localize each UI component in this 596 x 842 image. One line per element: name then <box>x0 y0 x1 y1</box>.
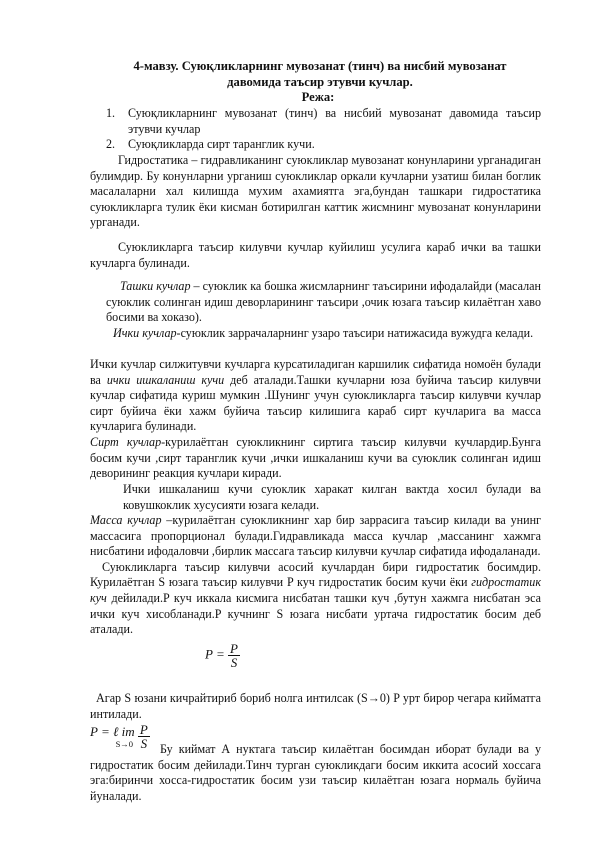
title-line-2: давомида таъсир этувчи кучлар. <box>227 75 413 89</box>
plan-heading: Режа: <box>301 90 335 104</box>
paragraph-friction <box>90 357 541 435</box>
paragraph-force-classification: Суюкликларга таъсир килувчи кучлар куйилиш усулига караб ички ва ташки кучларга булинади. <box>90 239 541 270</box>
plan-item <box>106 137 541 153</box>
formula-numerator: P <box>229 641 238 656</box>
paragraph-limit <box>90 691 541 722</box>
mass-forces-text: –курилаётган суюкликнинг хар бир заррасига таъсир килади ва унинг массасига пропорционал булади.Гидравликада масса кучлар ,массанинг хажмга нисбатини ифодаловчи ,бирлик массага таъсир килувчи кучлар сифатида ифодаланади. <box>90 513 541 559</box>
friction-text-a: Ички кучлар силжитувчи кучларга курсатиладиган каршилик сифатида номоён булади ва <box>90 357 541 387</box>
formula-lhs: P = <box>205 646 225 662</box>
text-block-forces <box>90 357 541 482</box>
paragraph-hydrostatics: Гидростатика – гидравликанинг суюкликлар мувозанат конунларини урганадиган булимдир. Бу конунларни урганиш суюкликлар оркали кучларни узатиш билан боглик масалаларни хал килишда мухим ахамиятга эга,бундан ташкари гидростатика суюкликларга тулик ёки кисман ботирилган каттик жисмнинг мувозанат конунларини урганади. <box>90 153 541 230</box>
term-surface-forces: Сирт кучлар <box>90 434 162 449</box>
formula-denominator: S <box>230 655 238 670</box>
term-external-forces: Ташки кучлар <box>120 279 191 293</box>
paragraph-mass-forces <box>90 513 541 560</box>
viscosity-text: Ички ишкаланиш кучи суюклик харакат килган вактда хосил булади ва ковушкоклик хусусияти юзага келади. <box>123 482 541 512</box>
term-internal-forces: Ички кучлар <box>113 326 177 340</box>
paragraph-hydrostatic-pressure <box>90 560 541 638</box>
formula-average-pressure <box>205 642 240 669</box>
plan-item-number: 1. <box>106 106 116 120</box>
text-block-main <box>90 153 541 271</box>
plan-list <box>106 106 541 153</box>
formula-limit-denominator: S <box>140 736 148 751</box>
surface-forces-text: -курилаётган суюкликнинг сиртига таъсир килувчи кучлардир.Бунга босим кучи ,сирт таранглик кучи ,ички ишкаланиш кучи ва суюклик солинган идиш деворининг реакция кучлари киради. <box>90 434 541 481</box>
title-line-1: 4-мавзу. Суюқликларнинг мувозанат (тинч) ва нисбий мувозанат <box>133 59 507 73</box>
document-title <box>100 58 540 90</box>
text-block-mass <box>90 513 541 638</box>
term-internal-friction: ички ишкаланиш кучи <box>106 372 225 387</box>
plan-item <box>106 106 541 137</box>
pressure-properties-text: Бу киймат А нуктага таъсир килаётган босимдан иборат булади ва у гидростатик босим дейилади.Тинч турган суюкликдаги босим иккита асосий хоссага эга:биринчи хосса-гидростатик босим узи таъсир килаётган юзага нормаль буйича йуналади. <box>90 742 541 803</box>
term-hydrostatic-force: гидростатик куч <box>90 575 541 605</box>
formula-fraction <box>228 642 240 669</box>
plan-item-number: 2. <box>106 137 116 152</box>
friction-text-b: деб аталади.Ташки кучларни юза буйича таъсир килувчи кучлар сифатида куриш мумкин .Шунинг учун суюкликларга таъсир килувчи кучлар сирт буйича ёки хажм буйича таъсир килишига караб сирт кучларига ва масса кучларига булинади. <box>90 372 541 434</box>
plan-item-text: Суюқликларда сирт таранглик кучи. <box>128 137 315 152</box>
formula-limit-numerator: P <box>139 722 148 737</box>
paragraph-surface-forces <box>90 435 541 482</box>
pressure-text-b: дейилади.P куч иккала кисмига нисбатан ташки куч ,бутун хажмга нисбатан эса ички куч хисобланади.P кучнинг S юзага нисбати уртача гидростатик босим деб аталади. <box>90 590 541 637</box>
formula-limit-lhs: P = ℓ im <box>90 724 135 740</box>
paragraph-pressure-properties <box>90 738 541 804</box>
external-forces-text: – суюклик ка бошка жисмларнинг таъсирини ифодалайди (масалан суюклик солинган идиш деворларининг таъсири ,очик юзага таъсир килаётган хаво босими ва хоказо). <box>106 279 541 325</box>
term-mass-forces: Масса кучлар <box>90 513 162 527</box>
internal-forces-text: -суюклик заррачаларнинг узаро таъсири натижасида вужудга келади. <box>176 326 534 340</box>
paragraph-internal-forces <box>90 326 541 342</box>
limit-text: Агар S юзани кичрайтириб бориб нолга интилсак (S→0) P урт бирор чегара кийматга интилади. <box>90 691 541 721</box>
pressure-text-a: Суюкликларга таъсир килувчи асосий кучлардан бири гидростатик босимдир. Курилаётган S юзага таъсир килувчи P куч гидростатик босим кучи ёки <box>90 559 541 590</box>
paragraph-external-forces <box>106 279 541 326</box>
formula-limit-subscript: S→0 <box>115 738 134 749</box>
plan-item-text: Суюқликларнинг мувозанат (тинч) ва нисбий мувозанат давомида таъсир этувчи кучлар <box>128 106 541 136</box>
paragraph-viscosity <box>123 482 541 513</box>
